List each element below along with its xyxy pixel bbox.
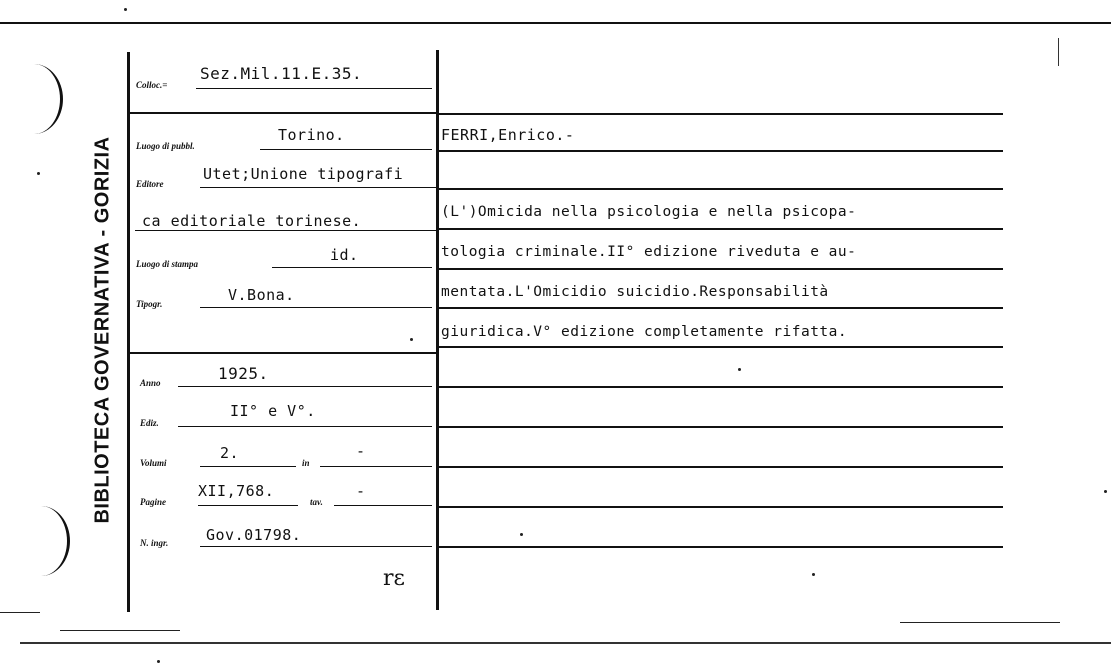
value-editore-2: ca editoriale torinese. [142, 212, 362, 230]
rule-right-12 [438, 546, 1003, 548]
author: FERRI,Enrico.- [441, 126, 575, 144]
description-line-4: giuridica.V° edizione completamente rifatta. [441, 324, 848, 340]
underline-volumi [200, 466, 296, 467]
description-line-2: tologia criminale.II° edizione riveduta e au- [441, 244, 857, 260]
scan-speck [157, 660, 160, 663]
underline-luogo [260, 149, 432, 150]
value-n-ingr: Gov.01798. [206, 526, 302, 544]
scan-speck [812, 573, 815, 576]
underline-ingr [200, 546, 432, 547]
rule-right-8 [438, 386, 1003, 388]
label-n-ingr: N. ingr. [140, 538, 169, 548]
value-tav: - [356, 482, 366, 500]
value-editore-1: Utet;Unione tipografi [203, 165, 404, 183]
underline-ediz [178, 426, 432, 427]
description-line-1: (L')Omicida nella psicologia e nella psicopa- [441, 204, 857, 220]
scan-speck [520, 533, 523, 536]
underline-tav [334, 505, 432, 506]
punch-hole-bottom [12, 506, 70, 576]
card-divider [436, 50, 439, 610]
value-pagine: XII,768. [198, 482, 275, 500]
scan-speck [410, 338, 413, 341]
value-tipogr: V.Bona. [228, 286, 295, 304]
underline-editore [200, 187, 436, 188]
bottom-border-line [20, 642, 1111, 644]
handwritten-mark: rε [383, 566, 405, 591]
scan-speck [738, 368, 741, 371]
label-luogo-pubbl: Luogo di pubbl. [136, 141, 195, 151]
value-luogo-pubbl: Torino. [278, 126, 345, 144]
rule-right-4 [438, 228, 1003, 230]
underline-colloc [196, 88, 432, 89]
scan-vertical-mark [1058, 38, 1059, 66]
top-border-line [0, 22, 1111, 24]
rule-left-2 [129, 352, 437, 354]
scan-dash [0, 612, 40, 613]
rule-left-1 [129, 112, 437, 114]
rule-right-11 [438, 506, 1003, 508]
label-pagine: Pagine [140, 497, 166, 507]
label-colloc: Colloc.= [136, 80, 168, 90]
label-tav: tav. [310, 497, 323, 507]
label-volumi: Volumi [140, 458, 167, 468]
rule-right-5 [438, 268, 1003, 270]
value-ediz: II° e V°. [230, 402, 316, 420]
rule-right-2 [438, 150, 1003, 152]
library-name: BIBLIOTECA GOVERNATIVA - GORIZIA [91, 136, 114, 524]
underline-stampa [272, 267, 432, 268]
rule-right-10 [438, 466, 1003, 468]
label-in: in [302, 458, 310, 468]
value-luogo-stampa: id. [330, 246, 359, 264]
label-tipogr: Tipogr. [136, 299, 163, 309]
underline-anno [178, 386, 432, 387]
description-line-3: mentata.L'Omicidio suicidio.Responsabilità [441, 284, 829, 300]
value-anno: 1925. [218, 364, 269, 383]
underline-tipogr [200, 307, 432, 308]
punch-hole-top [5, 64, 63, 134]
label-luogo-stampa: Luogo di stampa [136, 259, 199, 269]
scan-speck [124, 8, 127, 11]
value-colloc: Sez.Mil.11.E.35. [200, 64, 363, 83]
scan-dash [60, 630, 180, 631]
rule-right-6 [438, 307, 1003, 309]
value-in: - [356, 442, 366, 460]
rule-right-1 [438, 113, 1003, 115]
label-ediz: Ediz. [140, 418, 159, 428]
value-volumi: 2. [220, 444, 240, 462]
scan-speck [37, 172, 40, 175]
rule-right-9 [438, 426, 1003, 428]
scan-speck [1104, 490, 1107, 493]
underline-editore-2 [135, 230, 436, 231]
label-anno: Anno [140, 378, 161, 388]
underline-in [320, 466, 432, 467]
rule-right-7 [438, 346, 1003, 348]
label-editore: Editore [136, 179, 164, 189]
rule-right-3 [438, 188, 1003, 190]
scan-dash [900, 622, 1060, 623]
card-left-border [127, 52, 130, 612]
underline-pagine [198, 505, 298, 506]
